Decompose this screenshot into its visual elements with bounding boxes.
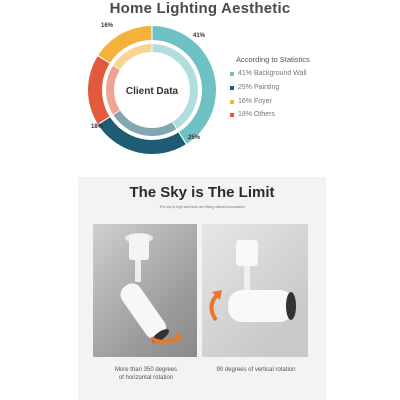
spotlight-image bbox=[202, 224, 308, 357]
photo-vertical-rotation bbox=[202, 224, 308, 357]
donut-slice-others bbox=[106, 66, 120, 115]
spotlight-image bbox=[93, 224, 197, 357]
pct-label-painting: 25% bbox=[188, 135, 201, 141]
caption-horizontal: More than 350 degrees of horizontal rotation bbox=[114, 367, 178, 381]
donut-chart bbox=[86, 24, 226, 159]
pct-label-foyer: 16% bbox=[101, 23, 114, 29]
caption-vertical: 90 degrees of vertical rotation bbox=[216, 367, 296, 373]
legend-item-background-wall: 41% Background Wall bbox=[230, 70, 307, 77]
legend-swatch bbox=[230, 72, 234, 76]
feature-title: The Sky is The Limit bbox=[129, 184, 275, 201]
legend-swatch bbox=[230, 100, 234, 104]
legend-item-painting: 25% Painting bbox=[230, 84, 279, 91]
photo-horizontal-rotation bbox=[93, 224, 197, 357]
page-title: Home Lighting Aesthetic bbox=[109, 0, 291, 17]
rotate-arrow-icon bbox=[211, 294, 218, 320]
legend-swatch bbox=[230, 86, 234, 90]
legend-item-others: 18% Others bbox=[230, 111, 275, 118]
legend-item-foyer: 16% Foyer bbox=[230, 98, 272, 105]
legend-swatch bbox=[230, 113, 234, 117]
donut-slice-painting bbox=[98, 117, 185, 154]
rotate-arrow-icon bbox=[151, 338, 177, 342]
pct-label-others: 18% bbox=[91, 124, 104, 130]
center-label: Client Data bbox=[125, 86, 179, 97]
legend-title: According to Statistics bbox=[236, 55, 310, 64]
feature-subtitle: The sky is high and birds are flitting without boundaries bbox=[159, 205, 245, 209]
pct-label-background-wall: 41% bbox=[193, 33, 206, 39]
